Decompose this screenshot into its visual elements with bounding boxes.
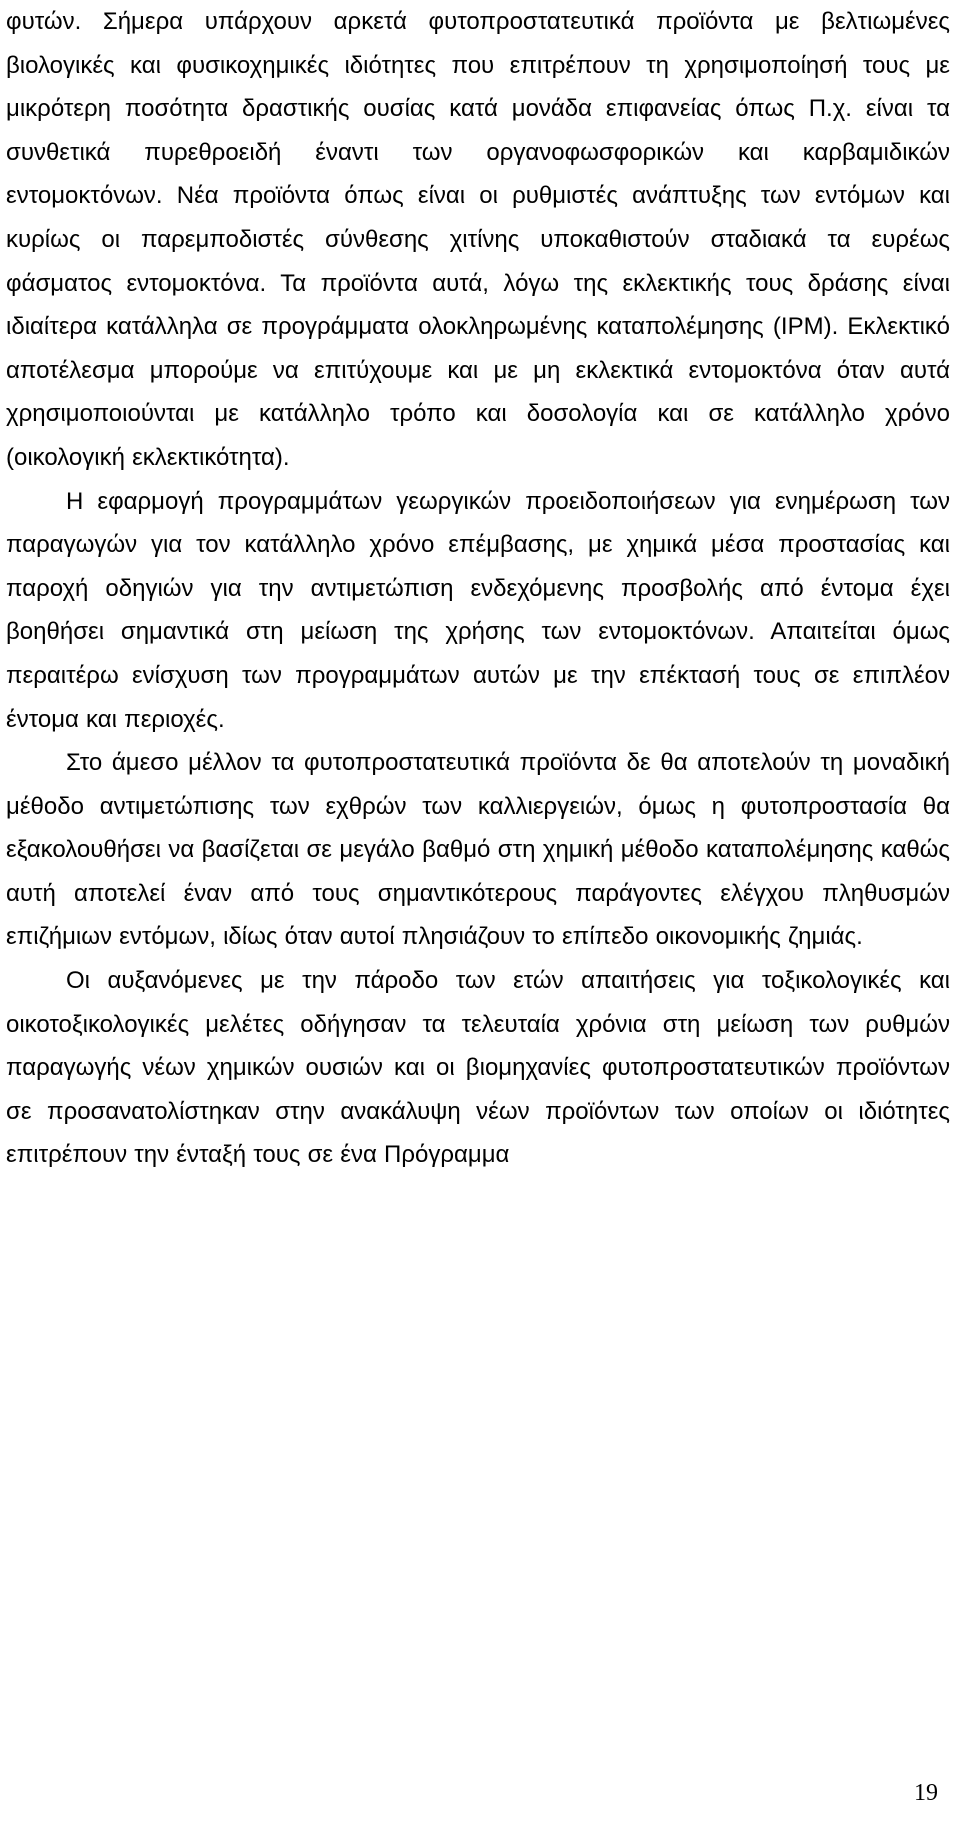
page-number: 19 xyxy=(914,1780,938,1806)
paragraph: Στο άμεσο μέλλον τα φυτοπροστατευτικά προϊόντα δε θα αποτελούν τη μοναδική μέθοδο αντιμετώπισης των εχθρών των καλλιεργειών, όμως η φυτοπροστασία θα εξακολουθήσει να βασίζεται σε μεγάλο βαθμό στη χημική μέθοδο καταπολέμησης καθώς αυτή αποτελεί έναν από τους σημαντικότερους παράγοντες ελέγχου πληθυσμών επιζήμιων εντόμων, ιδίως όταν αυτοί πλησιάζουν το επίπεδο οικονομικής ζημιάς. xyxy=(6,749,950,951)
paragraph-continued: φυτών. Σήμερα υπάρχουν αρκετά φυτοπροστατευτικά προϊόντα με βελτιωμένες βιολογικές και φυσικοχημικές ιδιότητες που επιτρέπουν τη χρησιμοποίησή τους με μικρότερη ποσότητα δραστικής ουσίας κατά μονάδα επιφανείας όπως Π.χ. είναι τα συνθετικά πυρεθροειδή έναντι των οργανοφωσφορικών και καρβαμιδικών εντομοκτόνων. Νέα προϊόντα όπως είναι οι ρυθμιστές ανάπτυξης των εντόμων και κυρίως οι παρεμποδιστές σύνθεσης χιτίνης υποκαθιστούν σταδιακά τα ευρέως φάσματος εντομοκτόνα. Τα προϊόντα αυτά, λόγω της εκλεκτικής τους δράσης είναι ιδιαίτερα κατάλληλα σε προγράμματα ολοκληρωμένης καταπολέμησης (IPM). Εκλεκτικό αποτέλεσμα μπορούμε να επιτύχουμε και με μη εκλεκτικά εντομοκτόνα όταν αυτά χρησιμοποιούνται με κατάλληλο τρόπο και δοσολογία και σε κατάλληλο χρόνο (οικολογική εκλεκτικότητα). xyxy=(6,8,950,471)
paragraph: Οι αυξανόμενες με την πάροδο των ετών απαιτήσεις για τοξικολογικές και οικοτοξικολογικές μελέτες οδήγησαν τα τελευταία χρόνια στη μείωση των ρυθμών παραγωγής νέων χημικών ουσιών και οι βιομηχανίες φυτοπροστατευτικών προϊόντων σε προσανατολίστηκαν στην ανακάλυψη νέων προϊόντων των οποίων οι ιδιότητες επιτρέπουν την ένταξή τους σε ένα Πρόγραμμα xyxy=(6,967,950,1169)
document-body xyxy=(6,0,950,1177)
paragraph: Η εφαρμογή προγραμμάτων γεωργικών προειδοποιήσεων για ενημέρωση των παραγωγών για τον κατάλληλο χρόνο επέμβασης, με χημικά μέσα προστασίας και παροχή οδηγιών για την αντιμετώπιση ενδεχόμενης προσβολής από έντομα έχει βοηθήσει σημαντικά στη μείωση της χρήσης των εντομοκτόνων. Απαιτείται όμως περαιτέρω ενίσχυση των προγραμμάτων αυτών με την επέκτασή τους σε επιπλέον έντομα και περιοχές. xyxy=(6,487,950,733)
